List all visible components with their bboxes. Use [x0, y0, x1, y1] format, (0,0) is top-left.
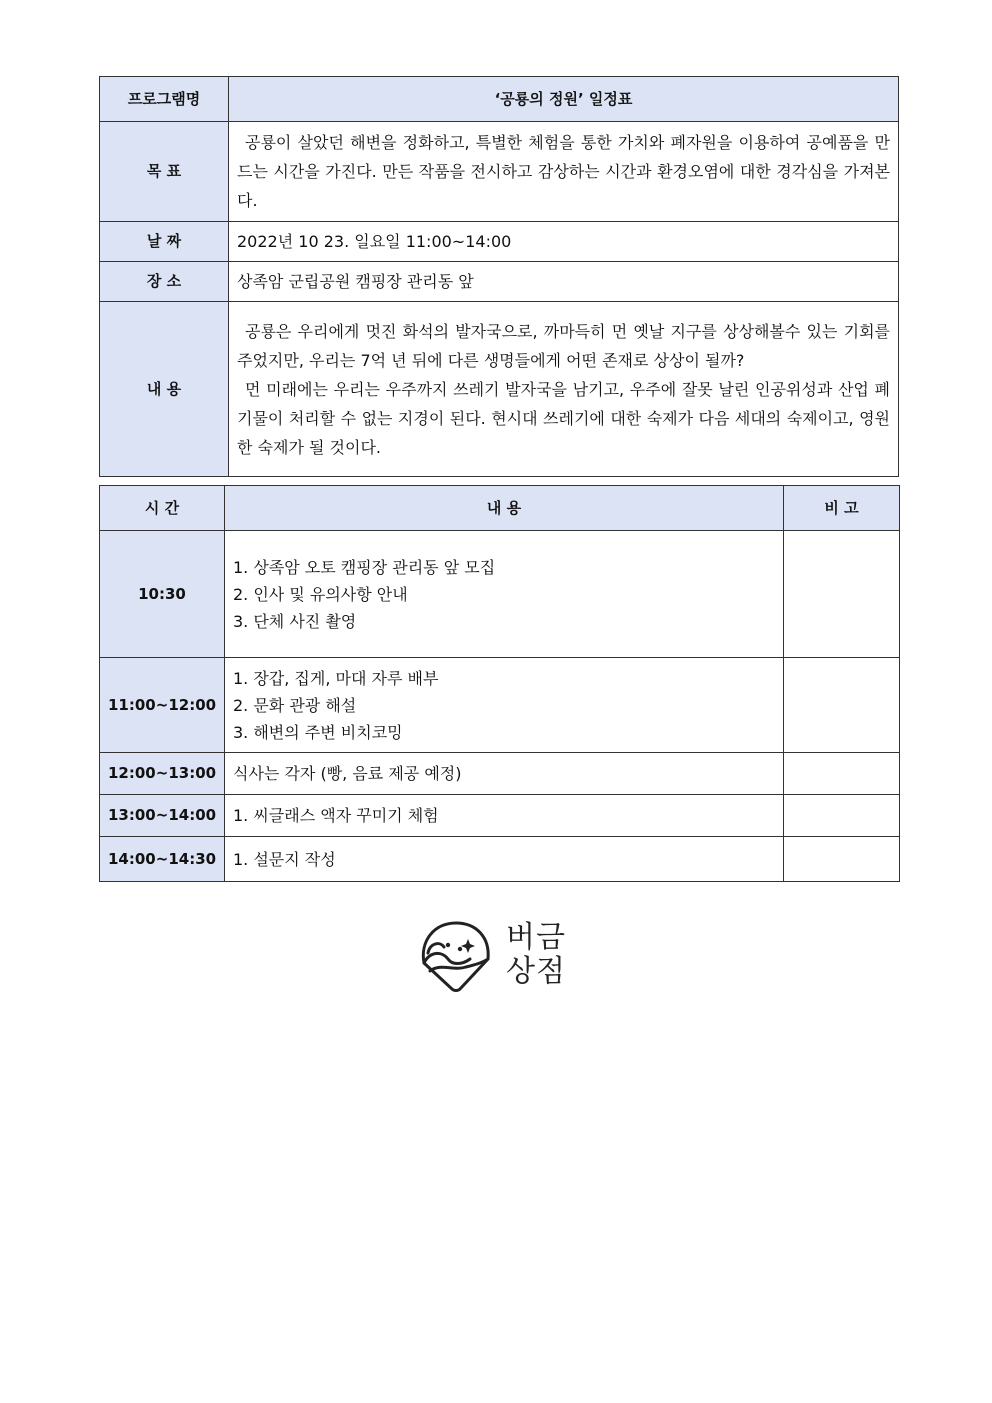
date-label: 날 짜	[100, 222, 229, 262]
logo-text-line-2: 상점	[506, 954, 566, 989]
content-row	[100, 302, 899, 477]
schedule-time: 11:00~12:00	[100, 658, 225, 753]
program-name-row	[100, 77, 899, 122]
goal-value	[229, 122, 899, 222]
brand-logo	[414, 915, 584, 997]
schedule-item: 2. 인사 및 유의사항 안내	[233, 584, 408, 604]
content-paragraph-2: 먼 미래에는 우리는 우주까지 쓰레기 발자국을 남기고, 우주에 잘못 날린 인공위성과 산업 폐기물이 처리할 수 없는 지경이 된다. 현시대 쓰레기에 대한 숙제가 다음 세대의 숙제이고, 영원한 숙제가 될 것이다.	[237, 379, 890, 457]
goal-text: 공룡이 살았던 해변을 정화하고, 특별한 체험을 통한 가치와 폐자원을 이용하여 공예품을 만드는 시간을 가진다. 만든 작품을 전시하고 감상하는 시간과 환경오염에 대한 경각심을 가져본다.	[237, 133, 890, 210]
schedule-item: 1. 씨글래스 액자 꾸미기 체험	[233, 806, 439, 825]
schedule-item: 3. 해변의 주변 비치코밍	[233, 722, 403, 742]
place-row	[100, 262, 899, 302]
program-name-value: ‘공룡의 정원’ 일정표	[229, 77, 899, 122]
place-value: 상족암 군립공원 캠핑장 관리동 앞	[229, 262, 899, 302]
schedule-content	[225, 837, 784, 882]
place-label: 장 소	[100, 262, 229, 302]
program-info-table	[99, 76, 899, 477]
time-header: 시 간	[100, 486, 225, 531]
schedule-content	[225, 795, 784, 837]
schedule-note	[784, 837, 900, 882]
schedule-content	[225, 753, 784, 795]
schedule-note	[784, 531, 900, 658]
goal-label: 목 표	[100, 122, 229, 222]
schedule-item: 2. 문화 관광 해설	[233, 695, 357, 715]
logo-text-line-1: 버금	[506, 920, 566, 955]
schedule-time: 10:30	[100, 531, 225, 658]
schedule-item: 1. 상족암 오토 캠핑장 관리동 앞 모집	[233, 557, 496, 577]
schedule-item: 1. 설문지 작성	[233, 849, 336, 869]
content-paragraph-1: 공룡은 우리에게 멋진 화석의 발자국으로, 까마득히 먼 옛날 지구를 상상해볼수 있는 기회를 주었지만, 우리는 7억 년 뒤에 다른 생명들에게 어떤 존재로 상상이 될까?	[237, 321, 890, 370]
note-header: 비 고	[784, 486, 900, 531]
schedule-row	[100, 658, 900, 753]
schedule-row	[100, 795, 900, 837]
schedule-content	[225, 658, 784, 753]
schedule-time: 13:00~14:00	[100, 795, 225, 837]
schedule-row	[100, 837, 900, 882]
content-header: 내 용	[225, 486, 784, 531]
schedule-time: 12:00~13:00	[100, 753, 225, 795]
schedule-note	[784, 658, 900, 753]
date-value: 2022년 10 23. 일요일 11:00~14:00	[229, 222, 899, 262]
schedule-row	[100, 753, 900, 795]
schedule-note	[784, 753, 900, 795]
schedule-row	[100, 531, 900, 658]
schedule-item: 3. 단체 사진 촬영	[233, 611, 357, 631]
moon-wave-logo-icon	[414, 915, 496, 997]
schedule-content	[225, 531, 784, 658]
goal-row	[100, 122, 899, 222]
program-name-label: 프로그램명	[100, 77, 229, 122]
content-value	[229, 302, 899, 477]
schedule-header-row	[100, 486, 900, 531]
schedule-table	[99, 485, 900, 882]
schedule-time: 14:00~14:30	[100, 837, 225, 882]
date-row	[100, 222, 899, 262]
schedule-item: 1. 장갑, 집게, 마대 자루 배부	[233, 668, 439, 688]
content-label: 내 용	[100, 302, 229, 477]
schedule-item: 식사는 각자 (빵, 음료 제공 예정)	[233, 764, 462, 783]
schedule-note	[784, 795, 900, 837]
